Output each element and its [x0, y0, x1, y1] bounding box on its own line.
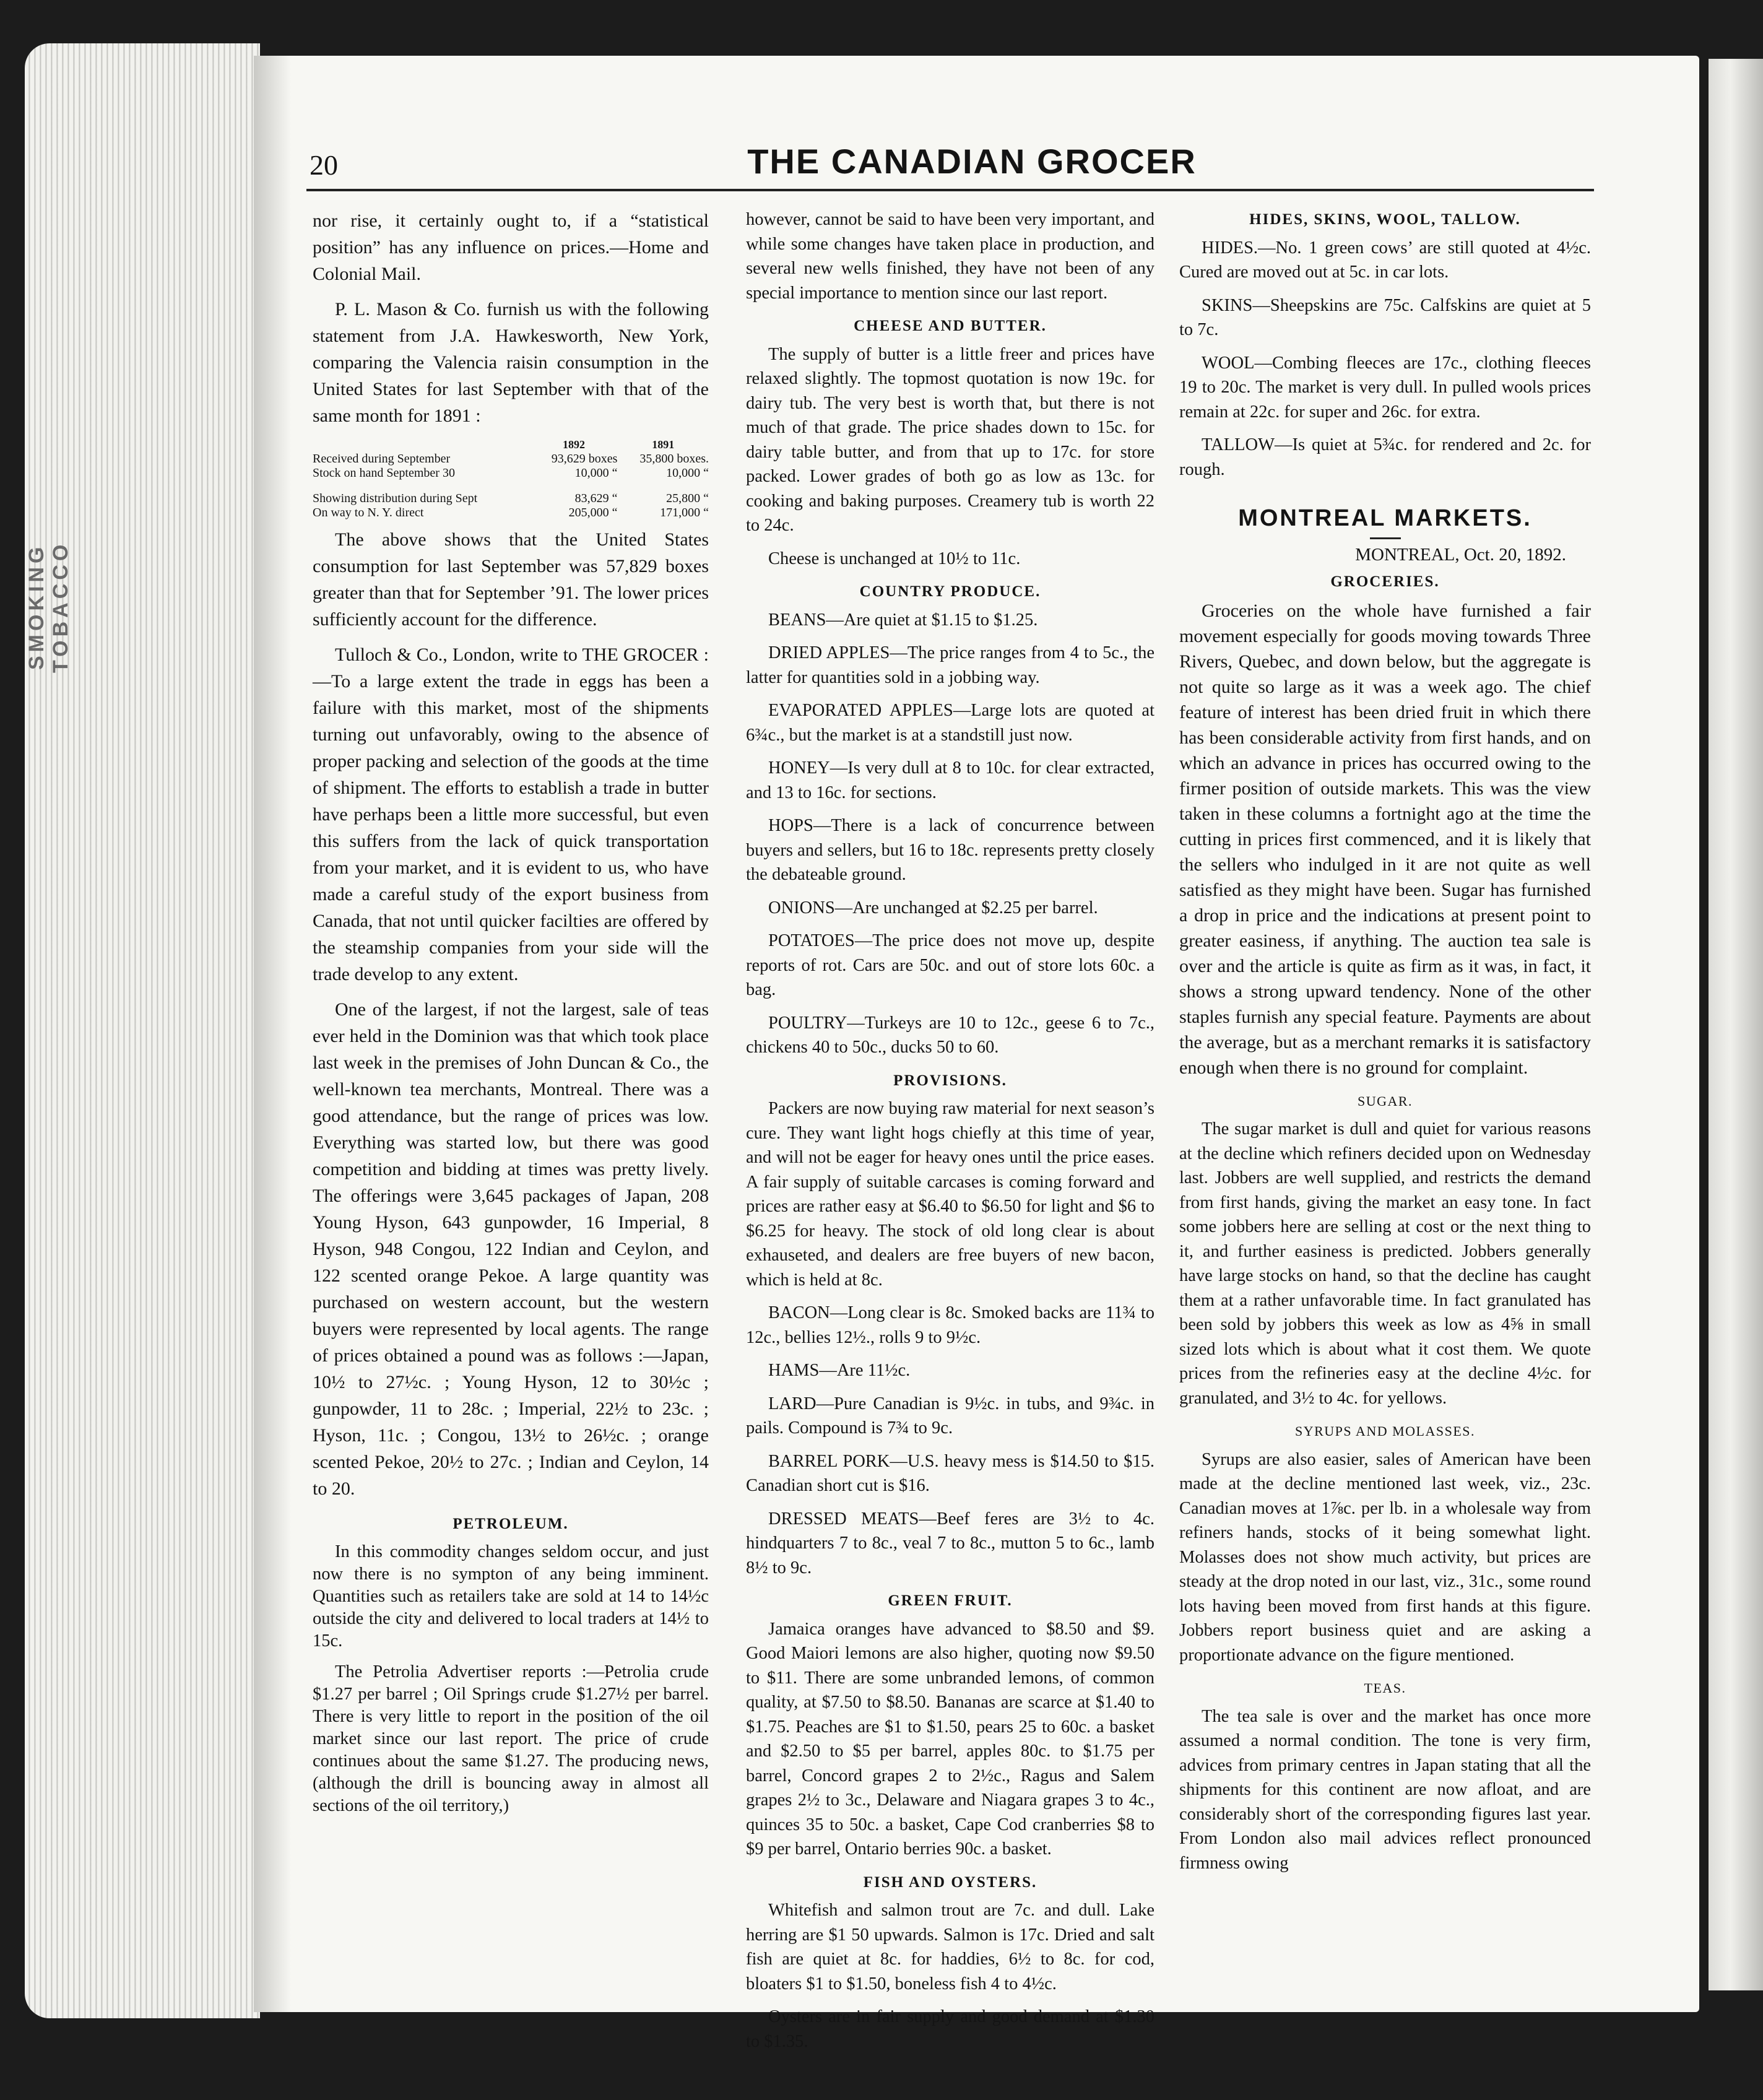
- section-heading-fish-oysters: FISH AND OYSTERS.: [863, 1873, 1037, 1891]
- table-row: [313, 492, 709, 506]
- table-cell: 10,000 “: [574, 466, 618, 480]
- book-page-edges-right: [1709, 59, 1763, 1990]
- article-paragraph: In this commodity changes seldom occur, and just now there is no sympton of any being imminent. Quantities such as retailers take are sold at 14 to 14½c outside the city and delivered to local traders at 14½ to 15c.: [313, 1542, 709, 1651]
- article-paragraph: The sugar market is dull and quiet for various reasons at the decline which refiners decided upon on Wednesday last. Jobbers are well supplied, and restricts the demand from first hands, giving the market an easy tone. In fact some jobbers here are selling at cost or the next thing to it, and further easiness is predicted. Jobbers generally have large stocks on hand, so that the decline has caught them at a rather unfavorable time. In fact granulated has been sold by jobbers this week as low as 4⅝ in small sized lots which is about what it cost them. We quote prices from the refineries easy at the decline 4½c. for granulated, and 3½ to 4c. for yellows.: [1179, 1119, 1591, 1408]
- dateline: MONTREAL, Oct. 20, 1892.: [1355, 544, 1566, 565]
- market-item-beans: BEANS—Are quiet at $1.15 to $1.25.: [768, 610, 1038, 630]
- article-paragraph: Oysters are in fair supply and good demand at $1.30 to $1.35.: [746, 2007, 1154, 2051]
- table-cell: 171,000 “: [660, 506, 709, 519]
- table-cell: 83,629 “: [574, 492, 618, 505]
- masthead-rule: [306, 189, 1594, 191]
- article-paragraph: The Petrolia Advertiser reports :—Petrolia crude $1.27 per barrel ; Oil Springs crude $1.27½ per barrel. There is very little to report in the position of the oil market since our last report. The price of crude continues about the same $1.27. The producing news, (although the drill is bouncing away in almost all sections of the oil territory,): [313, 1662, 709, 1815]
- market-item-dried-apples: DRIED APPLES—The price ranges from 4 to 5c., the latter for quantities sold in a jobbing way.: [746, 643, 1154, 687]
- market-item-lard: LARD—Pure Canadian is 9½c. in tubs, and 9¾c. in pails. Compound is 7¾ to 9c.: [746, 1394, 1154, 1438]
- market-item-skins: SKINS—Sheepskins are 75c. Calfskins are quiet at 5 to 7c.: [1179, 295, 1591, 339]
- table-row-label: On way to N. Y. direct: [313, 506, 424, 519]
- table-cell: 205,000 “: [568, 506, 618, 519]
- article-paragraph: Jamaica oranges have advanced to $8.50 and $9. Good Maiori lemons are also higher, quoting now $9.50 to $11. There are some unbranded lemons, of common quality, at $7.50 to $8.50. Bananas are scarce at $1.40 to $1.75. Peaches are $1 to $1.50, pears 25 to 60c. a basket and $2.50 to $5 per barrel, apples 80c. to $1.75 per barrel, Concord grapes 2 to 2½c., Ragus and Salem grapes 2½ to 3c., Delaware and Niagara grapes 3 to 4c., quinces 35 to 50c. a basket, Cape Cod cranberries $8 to $9 per barrel, Ontario berries 90c. a basket.: [746, 1619, 1154, 1859]
- article-paragraph: Cheese is unchanged at 10½ to 11c.: [768, 549, 1021, 568]
- article-paragraph: One of the largest, if not the largest, sale of teas ever held in the Dominion was that which took place last week in the premises of John Duncan & Co., the well-known tea merchants, Montreal. There was a good attendance, but the range of prices was low. Everything was started low, but there was good competition and bidding at times was pretty lively. The offerings were 3,645 packages of Japan, 208 Young Hyson, 643 gunpowder, 16 Imperial, 8 Hyson, 948 Congou, 122 Indian and Ceylon, and 122 scented orange Pekoe. A large quantity was purchased on western account, but the western buyers were represented by local agents. The range of prices obtained a pound was as follows :—Japan, 10½ to 27½c. ; Young Hyson, 12 to 30½c ; gunpowder, 11 to 28c. ; Imperial, 22½ to 23c. ; Hyson, 11c. ; Congou, 13½ to 26½c. ; orange scented Pekoe, 20½ to 27c. ; Indian and Ceylon, 14 to 20.: [313, 999, 709, 1499]
- heading-divider: [1370, 537, 1401, 539]
- market-item-dressed-meats: DRESSED MEATS—Beef feres are 3½ to 4c. hindquarters 7 to 8c., veal 7 to 8c., mutton 5 to 6c., lamb 8½ to 9c.: [746, 1509, 1154, 1577]
- column-2: [746, 207, 1154, 2062]
- market-item-honey: HONEY—Is very dull at 8 to 10c. for clear extracted, and 13 to 16c. for sections.: [746, 758, 1154, 802]
- raisin-statistics-table: [313, 438, 709, 520]
- section-heading-petroleum: PETROLEUM.: [453, 1516, 569, 1532]
- market-item-evaporated-apples: EVAPORATED APPLES—Large lots are quoted at 6¾c., but the market is at a standstill just now.: [746, 701, 1154, 745]
- section-heading-green-fruit: GREEN FRUIT.: [888, 1592, 1013, 1609]
- column-1: [313, 207, 709, 1826]
- book-page-edges-left: [25, 43, 260, 2018]
- market-item-hops: HOPS—There is a lack of concurrence between buyers and sellers, but 16 to 18c. represents pretty closely the debateable ground.: [746, 816, 1154, 884]
- section-heading-country-produce: COUNTRY PRODUCE.: [859, 583, 1041, 600]
- article-paragraph: Groceries on the whole have furnished a fair movement especially for goods moving towards Three Rivers, Quebec, and down below, but the aggregate is not quite so large as it was a week ago. The chief feature of interest has been dried fruit in which there has been considerable activity from first hands, and on which an advance in prices has occurred owing to the firmer position of outside markets. This was the view taken in these columns a fortnight ago at the time the cutting in prices first commenced, and it is likely that the sellers who indulged in it are not quite as well satisfied as they might have been. Sugar has furnished a drop in price and the indications at present point to greater easiness, if anything. The auction tea sale is over and the article is quite as firm as it was, in fact, it shows a strong upward tendency. None of the other staples furnish any special feature. Payments are about the average, but as a merchant remarks it is satisfactory enough when there is no ground for complaint.: [1179, 600, 1591, 1078]
- article-paragraph: The tea sale is over and the market has once more assumed a normal condition. The tone is very firm, advices from primary centres in Japan stating that all the shipments for this continent are now afloat, and are considerably short of the corresponding figures last year. From London also mail advices reflect pronounced firmness owing: [1179, 1706, 1591, 1873]
- article-paragraph: however, cannot be said to have been very important, and while some changes have taken place in production, and several new wells finished, they have not been of any special importance to mention since our last report.: [746, 210, 1154, 303]
- section-heading-teas: TEAS.: [1364, 1680, 1406, 1696]
- table-year-header: 1891: [652, 438, 675, 451]
- section-heading-sugar: SUGAR.: [1357, 1093, 1413, 1109]
- table-row: [313, 452, 709, 466]
- page-number: 20: [310, 149, 338, 181]
- table-row: [313, 466, 709, 480]
- article-paragraph: Whitefish and salmon trout are 7c. and dull. Lake herring are $1 50 upwards. Salmon is 17c. Dried and salt fish are quiet at 8c. for haddies, 6½ to 8c. for cod, bloaters $1 to $1.50, boneless fish 4 to 4½c.: [746, 1901, 1154, 1994]
- column-3: [1179, 207, 1591, 1884]
- section-heading-groceries: GROCERIES.: [1330, 573, 1440, 590]
- article-paragraph: The above shows that the United States consumption for last September was 57,829 boxes greater than that for September ’91. The lower prices sufficiently account for the difference.: [313, 529, 709, 630]
- market-item-poultry: POULTRY—Turkeys are 10 to 12c., geese 6 to 7c., chickens 40 to 50c., ducks 50 to 60.: [746, 1013, 1154, 1057]
- section-heading-syrups: SYRUPS AND MOLASSES.: [1294, 1423, 1476, 1439]
- table-row-label: Stock on hand September 30: [313, 466, 455, 480]
- table-row-label: Received during September: [313, 452, 451, 466]
- market-item-wool: WOOL—Combing fleeces are 17c., clothing fleeces 19 to 20c. The market is very dull. In pulled wools prices remain at 22c. for super and 26c. for extra.: [1179, 353, 1591, 422]
- table-year-header: 1892: [563, 438, 585, 451]
- article-paragraph: P. L. Mason & Co. furnish us with the following statement from J.A. Hawkesworth, New York, comparing the Valencia raisin consumption in the United States for last September with that of the same month for 1891 :: [313, 299, 709, 426]
- table-cell: 25,800 “: [666, 492, 709, 505]
- table-cell: 93,629 boxes: [551, 452, 618, 466]
- market-item-hams: HAMS—Are 11½c.: [768, 1361, 911, 1380]
- section-heading-hides: HIDES, SKINS, WOOL, TALLOW.: [1249, 211, 1521, 228]
- section-heading-provisions: PROVISIONS.: [893, 1072, 1007, 1089]
- masthead-title: THE CANADIAN GROCER: [747, 142, 1197, 181]
- market-item-barrel-pork: BARREL PORK—U.S. heavy mess is $14.50 to $15. Canadian short cut is $16.: [746, 1451, 1154, 1495]
- article-paragraph: nor rise, it certainly ought to, if a “statistical position” has any influence on prices.—Home and Colonial Mail.: [313, 210, 709, 284]
- market-item-onions: ONIONS—Are unchanged at $2.25 per barrel.: [768, 898, 1098, 918]
- table-row: [313, 506, 709, 520]
- market-item-bacon: BACON—Long clear is 8c. Smoked backs are 11¾ to 12c., bellies 12½., rolls 9 to 9½c.: [746, 1303, 1154, 1347]
- article-paragraph: Syrups are also easier, sales of American have been made at the decline mentioned last week, viz., 23c. Canadian moves at 1⅞c. per lb. in a wholesale way from refiners hands, stocks of it being somewhat light. Molasses does not show much activity, but prices are steady at the drop noted in our last, viz., 31c., some round lots having been moved from first hands at this figure. Jobbers report business quiet and are asking a proportionate advance on the figure mentioned.: [1179, 1449, 1591, 1665]
- article-paragraph: The supply of butter is a little freer and prices have relaxed slightly. The topmost quotation is now 19c. for dairy tub. The very best is worth that, but there is not much of that grade. The price shades down to 15c. for dairy table butter, and from that up to 17c. for store packed. Lower grades of both go as low as 13c. for cooking and baking purposes. Creamery tub is worth 22 to 24c.: [746, 344, 1154, 535]
- table-row-label: Showing distribution during Sept: [313, 492, 478, 505]
- page-gutter: [254, 56, 291, 2012]
- article-paragraph: Packers are now buying raw material for next season’s cure. They want light hogs chiefly at this time of year, and will not be eager for heavy ones until the price eases. A fair supply of suitable carcases is coming forward and prices are rather easy at $6.40 to $6.50 for light and $6 to $6.25 for heavy. The stock of old long clear is about exhauseted, and dealers are free buyers of new bacon, which is held at 8c.: [746, 1099, 1154, 1290]
- market-item-potatoes: POTATOES—The price does not move up, despite reports of rot. Cars are 50c. and out of store lots 60c. a bag.: [746, 931, 1154, 999]
- spine-label: SMOKING TOBACCO: [25, 540, 72, 673]
- table-cell: 10,000 “: [666, 466, 709, 480]
- table-cell: 35,800 boxes.: [639, 452, 709, 466]
- market-item-hides: HIDES.—No. 1 green cows’ are still quoted at 4½c. Cured are moved out at 5c. in car lots.: [1179, 238, 1591, 282]
- section-heading-cheese-butter: CHEESE AND BUTTER.: [854, 318, 1047, 334]
- article-paragraph: Tulloch & Co., London, write to THE GROCER :—To a large extent the trade in eggs has been a failure with this market, most of the shipments turning out unfavorably, owing to the absence of proper packing and selection of the goods at the time of shipment. The efforts to establish a trade in butter have perhaps been a little more successful, but even this suffers from the lack of quick transportation from your market, and it is evident to us, who have made a careful study of the export business from Canada, that not until quicker facilties are offered by the steamship companies from your side will the trade develop to any extent.: [313, 644, 709, 984]
- section-heading-montreal-markets: MONTREAL MARKETS.: [1238, 505, 1532, 531]
- market-item-tallow: TALLOW—Is quiet at 5¾c. for rendered and 2c. for rough.: [1179, 435, 1591, 479]
